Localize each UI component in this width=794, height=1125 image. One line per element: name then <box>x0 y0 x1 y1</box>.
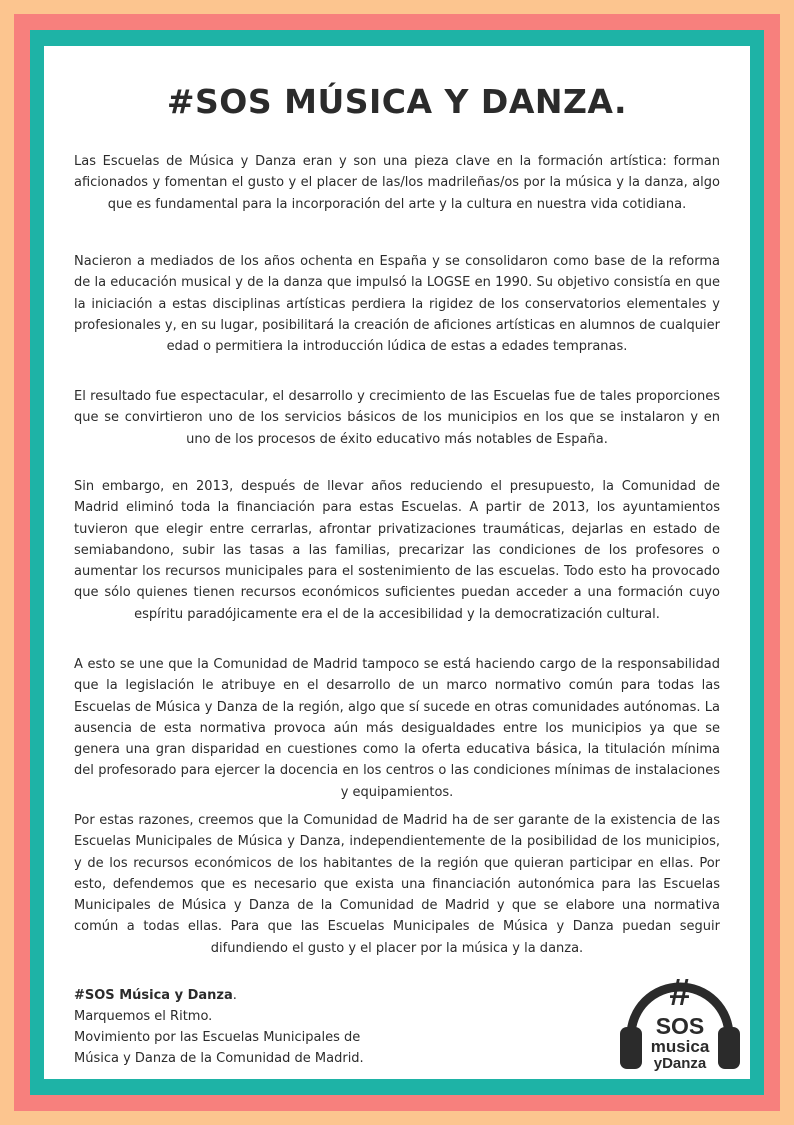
paragraph-regulation: A esto se une que la Comunidad de Madrid tampoco se está haciendo cargo de la responsabilidad que la legislación le atribuye en el desarrollo de un marco normativo común para todas las Escuelas de Música y Danza de la región, algo que sí sucede en otras comunidades autónomas. La ausencia de esta normativa provoca aún más desigualdades entre los municipios ya que se genera una gran disparidad en cuestiones como la oferta educativa básica, la titulación mínima del profesorado para ejercer la docencia en los centros o las condiciones mínimas de instalaciones y equipamientos. <box>74 657 720 800</box>
signature-block <box>74 985 434 1069</box>
signature-hashtag-punct: . <box>232 988 237 1003</box>
signature-slogan: Marquemos el Ritmo. <box>74 1009 213 1024</box>
paragraph-funding-cuts: Sin embargo, en 2013, después de llevar años reduciendo el presupuesto, la Comunidad de Madrid eliminó toda la financiación para estas Escuelas. A partir de 2013, los ayuntamientos tuvieron que elegir entre cerrarlas, afrontar privatizaciones traumáticas, dejarlas en estado de semiabandono, subir las tasas a las familias, precarizar las condiciones de los profesores o aumentar los recursos municipales para el sostenimiento de las escuelas. Todo esto ha provocado que sólo quienes tienen recursos económicos suficientes puedan acceder a una formación cuyo espíritu paradójicamente era el de la accesibilidad y la democratización cultural. <box>74 479 720 622</box>
pink-border-frame <box>14 14 780 1111</box>
logo-hash-text: # <box>669 972 691 1014</box>
signature-region: Música y Danza de la Comunidad de Madrid. <box>74 1051 364 1066</box>
signature-hashtag: #SOS Música y Danza <box>74 988 233 1003</box>
sos-musica-danza-logo <box>615 944 745 1079</box>
document-sheet <box>44 46 750 1079</box>
document-title: #SOS MÚSICA Y DANZA. <box>166 82 628 121</box>
signature-hashtag-line <box>74 985 434 1006</box>
paragraph-intro: Las Escuelas de Música y Danza eran y son una pieza clave en la formación artística: forman aficionados y fomentan el gusto y el placer de las/los madrileñas/os por la música y la danza, algo que es fundamental para la incorporación del arte y la cultura en nuestra vida cotidiana. <box>74 154 720 212</box>
teal-border-frame <box>30 30 764 1095</box>
logo-musica-text: musica <box>650 1037 710 1056</box>
signature-movement: Movimiento por las Escuelas Municipales de <box>74 1030 361 1045</box>
logo-sos-text: SOS <box>655 1013 705 1039</box>
paragraph-result: El resultado fue espectacular, el desarrollo y crecimiento de las Escuelas fue de tales proporciones que se convirtieron uno de los servicios básicos de los municipios en los que se instalaron y en uno de los procesos de éxito educativo más notables de España. <box>74 389 720 447</box>
logo-danza-text: yDanza <box>653 1055 707 1072</box>
paragraph-demands: Por estas razones, creemos que la Comunidad de Madrid ha de ser garante de la existencia de las Escuelas Municipales de Música y Danza, independientemente de la posibilidad de los municipios, y de los recursos económicos de los habitantes de la región que quieran participar en ellas. Por esto, defendemos que es necesario que exista una financiación autonómica para las Escuelas Municipales de Música y Danza de la Comunidad de Madrid y que se elabore una normativa común a todas ellas. Para que las Escuelas Municipales de Música y Danza puedan seguir difundiendo el gusto y el placer por la música y la danza. <box>74 813 720 956</box>
paragraph-history: Nacieron a mediados de los años ochenta en España y se consolidaron como base de la reforma de la educación musical y de la danza que impulsó la LOGSE en 1990. Su objetivo consistía en que la iniciación a estas disciplinas artísticas perdiera la rigidez de los conservatorios elementales y profesionales y, en su lugar, posibilitará la creación de aficiones artísticas en alumnos de cualquier edad o permitiera la introducción lúdica de estas a edades tempranas. <box>74 254 720 355</box>
